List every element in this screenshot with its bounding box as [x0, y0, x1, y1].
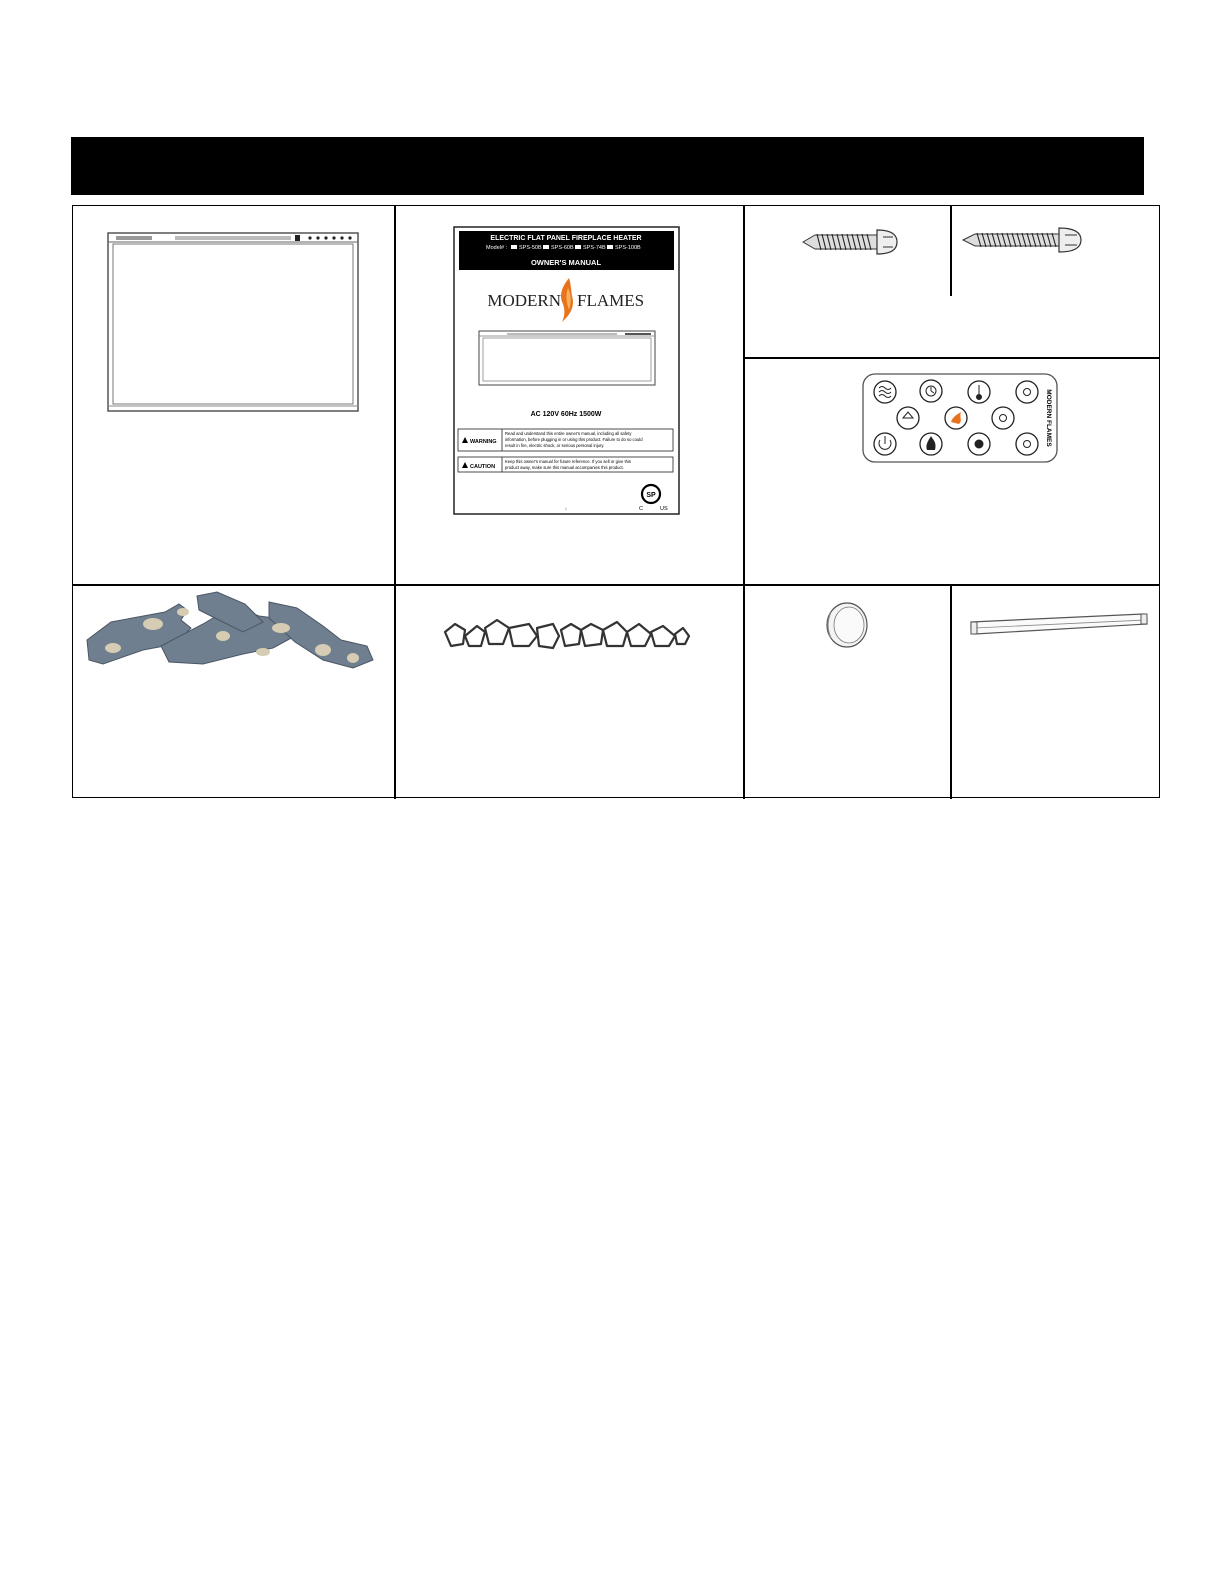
grid-line: [743, 357, 1159, 359]
grid-line: [950, 585, 952, 799]
ember-crystal-strip-illustration: [441, 616, 693, 656]
owners-manual-cover: [453, 226, 681, 516]
svg-text:result in fire, electric shock: result in fire, electric shock, or serious personal injury.: [505, 443, 605, 448]
manual-model-label: Model# :: [486, 245, 508, 251]
svg-text:Read and understand this entir: Read and understand this entire owner's manual, including all safety: [505, 431, 632, 436]
caution-box: [458, 457, 673, 472]
model-sps74b: SPS-74B: [583, 245, 606, 251]
caution-label: CAUTION: [470, 464, 496, 470]
model-sps100b: SPS-100B: [615, 245, 641, 251]
grid-line: [73, 584, 1159, 586]
brand-modern: MODERN: [487, 291, 561, 310]
model-sps50b: SPS-50B: [519, 245, 542, 251]
parts-table: [72, 205, 1160, 798]
remote-control-illustration: [861, 372, 1061, 464]
model-sps60b: SPS-60B: [551, 245, 574, 251]
svg-text:C: C: [639, 506, 643, 512]
warning-label: WARNING: [470, 439, 497, 445]
fireplace-thumbnail: [479, 331, 655, 385]
fireplace-unit-illustration: [103, 228, 365, 418]
short-screw-illustration: [797, 222, 909, 262]
manual-subheading: OWNER'S MANUAL: [530, 258, 602, 267]
manual-rating: AC 120V 60Hz 1500W: [530, 411, 602, 418]
svg-text:product away, make sure this m: product away, make sure this manual accompanies this product.: [505, 465, 624, 470]
section-header-bar: [71, 137, 1144, 195]
remote-brand: MODERN FLAMES: [1045, 389, 1052, 447]
grid-line: [394, 206, 396, 799]
mounting-bracket-illustration: [965, 608, 1153, 642]
cap-knob-illustration: [817, 598, 873, 654]
decorative-logs-illustration: [83, 588, 375, 670]
svg-text:Keep this owner's manual for f: Keep this owner's manual for future reference. If you sell or give this: [505, 459, 632, 464]
svg-text:SP: SP: [646, 492, 656, 499]
grid-line: [950, 206, 952, 296]
manual-heading: ELECTRIC FLAT PANEL FIREPLACE HEATER: [490, 235, 642, 242]
brand-flames: FLAMES: [577, 291, 645, 310]
svg-text:US: US: [660, 506, 668, 512]
warning-box: [458, 429, 673, 451]
light-button-icon: [992, 407, 1014, 429]
brightness-up-button-icon: [1016, 381, 1038, 403]
brightness-down-button-icon: [1016, 433, 1038, 455]
grid-line: [743, 206, 745, 799]
svg-text:information, before plugging i: information, before plugging in or using this product. Failure to do so could: [505, 437, 643, 442]
long-screw-illustration: [961, 220, 1101, 260]
page-number: 1: [564, 506, 568, 511]
